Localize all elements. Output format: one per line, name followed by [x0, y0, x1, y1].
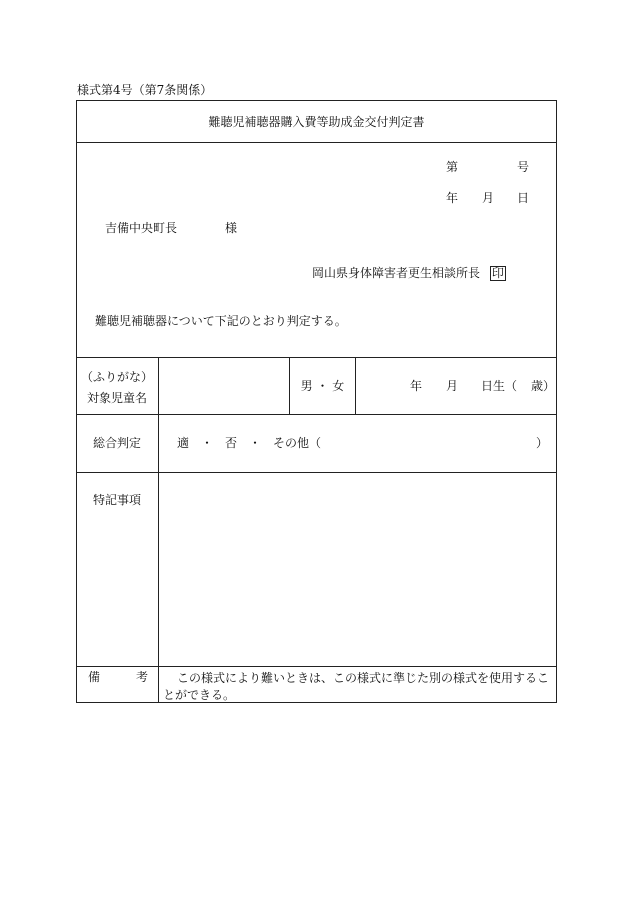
seal-mark: 印 — [491, 266, 504, 280]
judgment-row-divider — [76, 472, 557, 473]
remarks-line-1: この様式により難いときは、この様式に準じた別の様式を使用するこ — [177, 671, 550, 685]
number-dai: 第 — [446, 160, 459, 174]
notes-label: 特記事項 — [92, 493, 141, 507]
date-day: 日 — [517, 191, 530, 205]
notes-row-divider — [76, 666, 557, 667]
document-title: 難聴児補聴器購入費等助成金交付判定書 — [208, 115, 425, 129]
birth-day: 日生（ — [481, 379, 518, 393]
title-divider — [76, 142, 557, 143]
judgment-close-paren: ） — [536, 436, 549, 450]
judgment-options: 適 ・ 否 ・ その他（ — [177, 436, 322, 450]
remarks-line-2: とができる。 — [163, 688, 236, 702]
furigana-label: （ふりがな） — [80, 370, 153, 384]
child-name-label: 対象児童名 — [86, 391, 147, 405]
addressee-honorific: 様 — [225, 221, 238, 235]
gender-birth-divider — [355, 357, 356, 414]
addressee-name: 吉備中央町長 — [105, 221, 178, 235]
date-month: 月 — [482, 191, 495, 205]
birth-month: 月 — [446, 379, 459, 393]
age: 歳） — [531, 379, 556, 393]
child-row-divider — [76, 414, 557, 415]
judgment-label: 総合判定 — [92, 436, 141, 450]
issuer-line — [312, 266, 506, 281]
gender-options: 男 ・ 女 — [300, 379, 345, 393]
statement-text: 難聴児補聴器について下記のとおり判定する。 — [95, 314, 347, 328]
header-section-divider — [76, 357, 557, 358]
date-year: 年 — [446, 191, 459, 205]
issuer-name: 岡山県身体障害者更生相談所長 — [312, 266, 481, 280]
number-go: 号 — [517, 160, 530, 174]
remarks-label-right: 考 — [136, 670, 149, 684]
form-label: 様式第4号（第7条関係） — [77, 83, 213, 97]
label-column-divider — [158, 357, 159, 703]
remarks-label-left: 備 — [88, 670, 101, 684]
birth-year: 年 — [410, 379, 423, 393]
